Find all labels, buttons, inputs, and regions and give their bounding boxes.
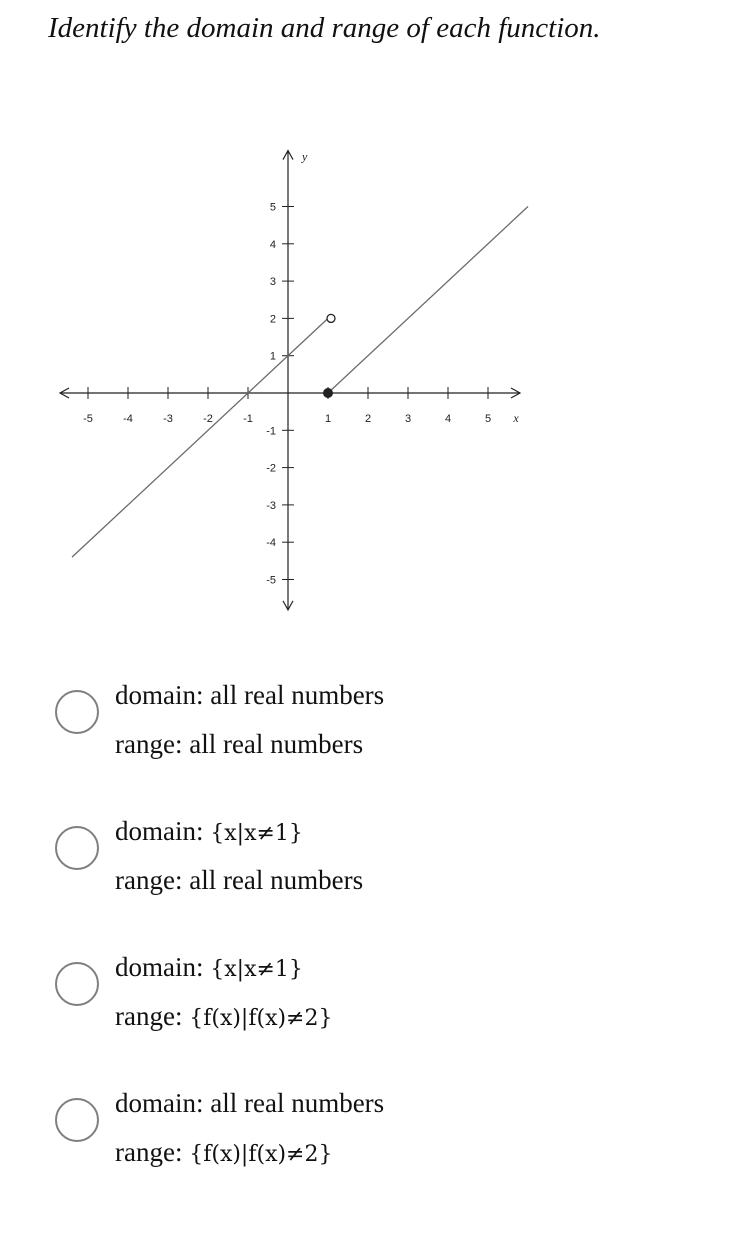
y-tick-label: 5 <box>269 201 276 214</box>
answer-option-1[interactable] <box>55 680 715 790</box>
x-tick-label: 3 <box>404 413 412 425</box>
radio-button-1[interactable] <box>55 690 99 734</box>
closed-circle-marker <box>324 389 333 398</box>
radio-button-3[interactable] <box>55 962 99 1006</box>
y-tick-label: 2 <box>269 313 276 326</box>
domain-value-1: all real numbers <box>210 680 385 710</box>
open-circle-marker <box>327 314 335 322</box>
range-line-2 <box>115 865 363 896</box>
answer-option-4[interactable] <box>55 1088 715 1198</box>
answer-option-2[interactable] <box>55 816 715 926</box>
x-tick-label: 2 <box>364 413 372 425</box>
domain-line-3 <box>115 952 303 983</box>
domain-prefix-4: domain: <box>115 1088 204 1118</box>
y-axis-name: y <box>302 149 308 164</box>
y-tick-label: -4 <box>266 537 276 550</box>
domain-line-4 <box>115 1088 384 1119</box>
answer-option-3[interactable] <box>55 952 715 1062</box>
range-prefix-1: range: <box>115 729 183 759</box>
y-tick-label: -1 <box>266 425 276 438</box>
y-tick-label: -2 <box>266 462 276 475</box>
domain-value-2: {x|x≠1} <box>210 821 303 846</box>
graph-svg <box>50 150 550 640</box>
x-tick-label: 5 <box>484 413 492 425</box>
x-tick-label: 1 <box>324 413 332 425</box>
range-value-4: {f(x)|f(x)≠2} <box>189 1142 333 1167</box>
y-tick-label: 4 <box>269 238 276 251</box>
function-graph <box>50 150 550 640</box>
range-value-1: all real numbers <box>189 729 364 759</box>
x-axis-name: x <box>513 411 519 425</box>
range-value-3: {f(x)|f(x)≠2} <box>189 1006 333 1031</box>
domain-prefix-3: domain: <box>115 952 204 982</box>
y-tick-label: 3 <box>269 276 276 289</box>
x-tick-label: -4 <box>123 413 133 425</box>
range-prefix-4: range: <box>115 1137 183 1167</box>
x-tick-label: -5 <box>83 413 93 425</box>
domain-line-2 <box>115 816 303 847</box>
series-line-2 <box>328 207 528 394</box>
x-tick-label: -3 <box>163 413 173 425</box>
domain-prefix-1: domain: <box>115 680 204 710</box>
y-tick-label: 1 <box>269 350 276 363</box>
range-line-4 <box>115 1137 333 1168</box>
x-tick-label: -2 <box>203 413 213 425</box>
domain-value-3: {x|x≠1} <box>210 957 303 982</box>
radio-button-2[interactable] <box>55 826 99 870</box>
domain-value-4: all real numbers <box>210 1088 385 1118</box>
y-tick-label: -3 <box>266 499 276 512</box>
question-prompt: Identify the domain and range of each function. <box>48 12 601 44</box>
x-tick-label: -1 <box>243 413 253 425</box>
x-tick-label: 4 <box>444 413 452 425</box>
range-prefix-2: range: <box>115 865 183 895</box>
radio-button-4[interactable] <box>55 1098 99 1142</box>
y-tick-label: -5 <box>266 574 276 587</box>
series-line-1 <box>72 318 328 557</box>
domain-line-1 <box>115 680 384 711</box>
domain-prefix-2: domain: <box>115 816 204 846</box>
range-line-3 <box>115 1001 333 1032</box>
range-prefix-3: range: <box>115 1001 183 1031</box>
range-line-1 <box>115 729 363 760</box>
range-value-2: all real numbers <box>189 865 364 895</box>
